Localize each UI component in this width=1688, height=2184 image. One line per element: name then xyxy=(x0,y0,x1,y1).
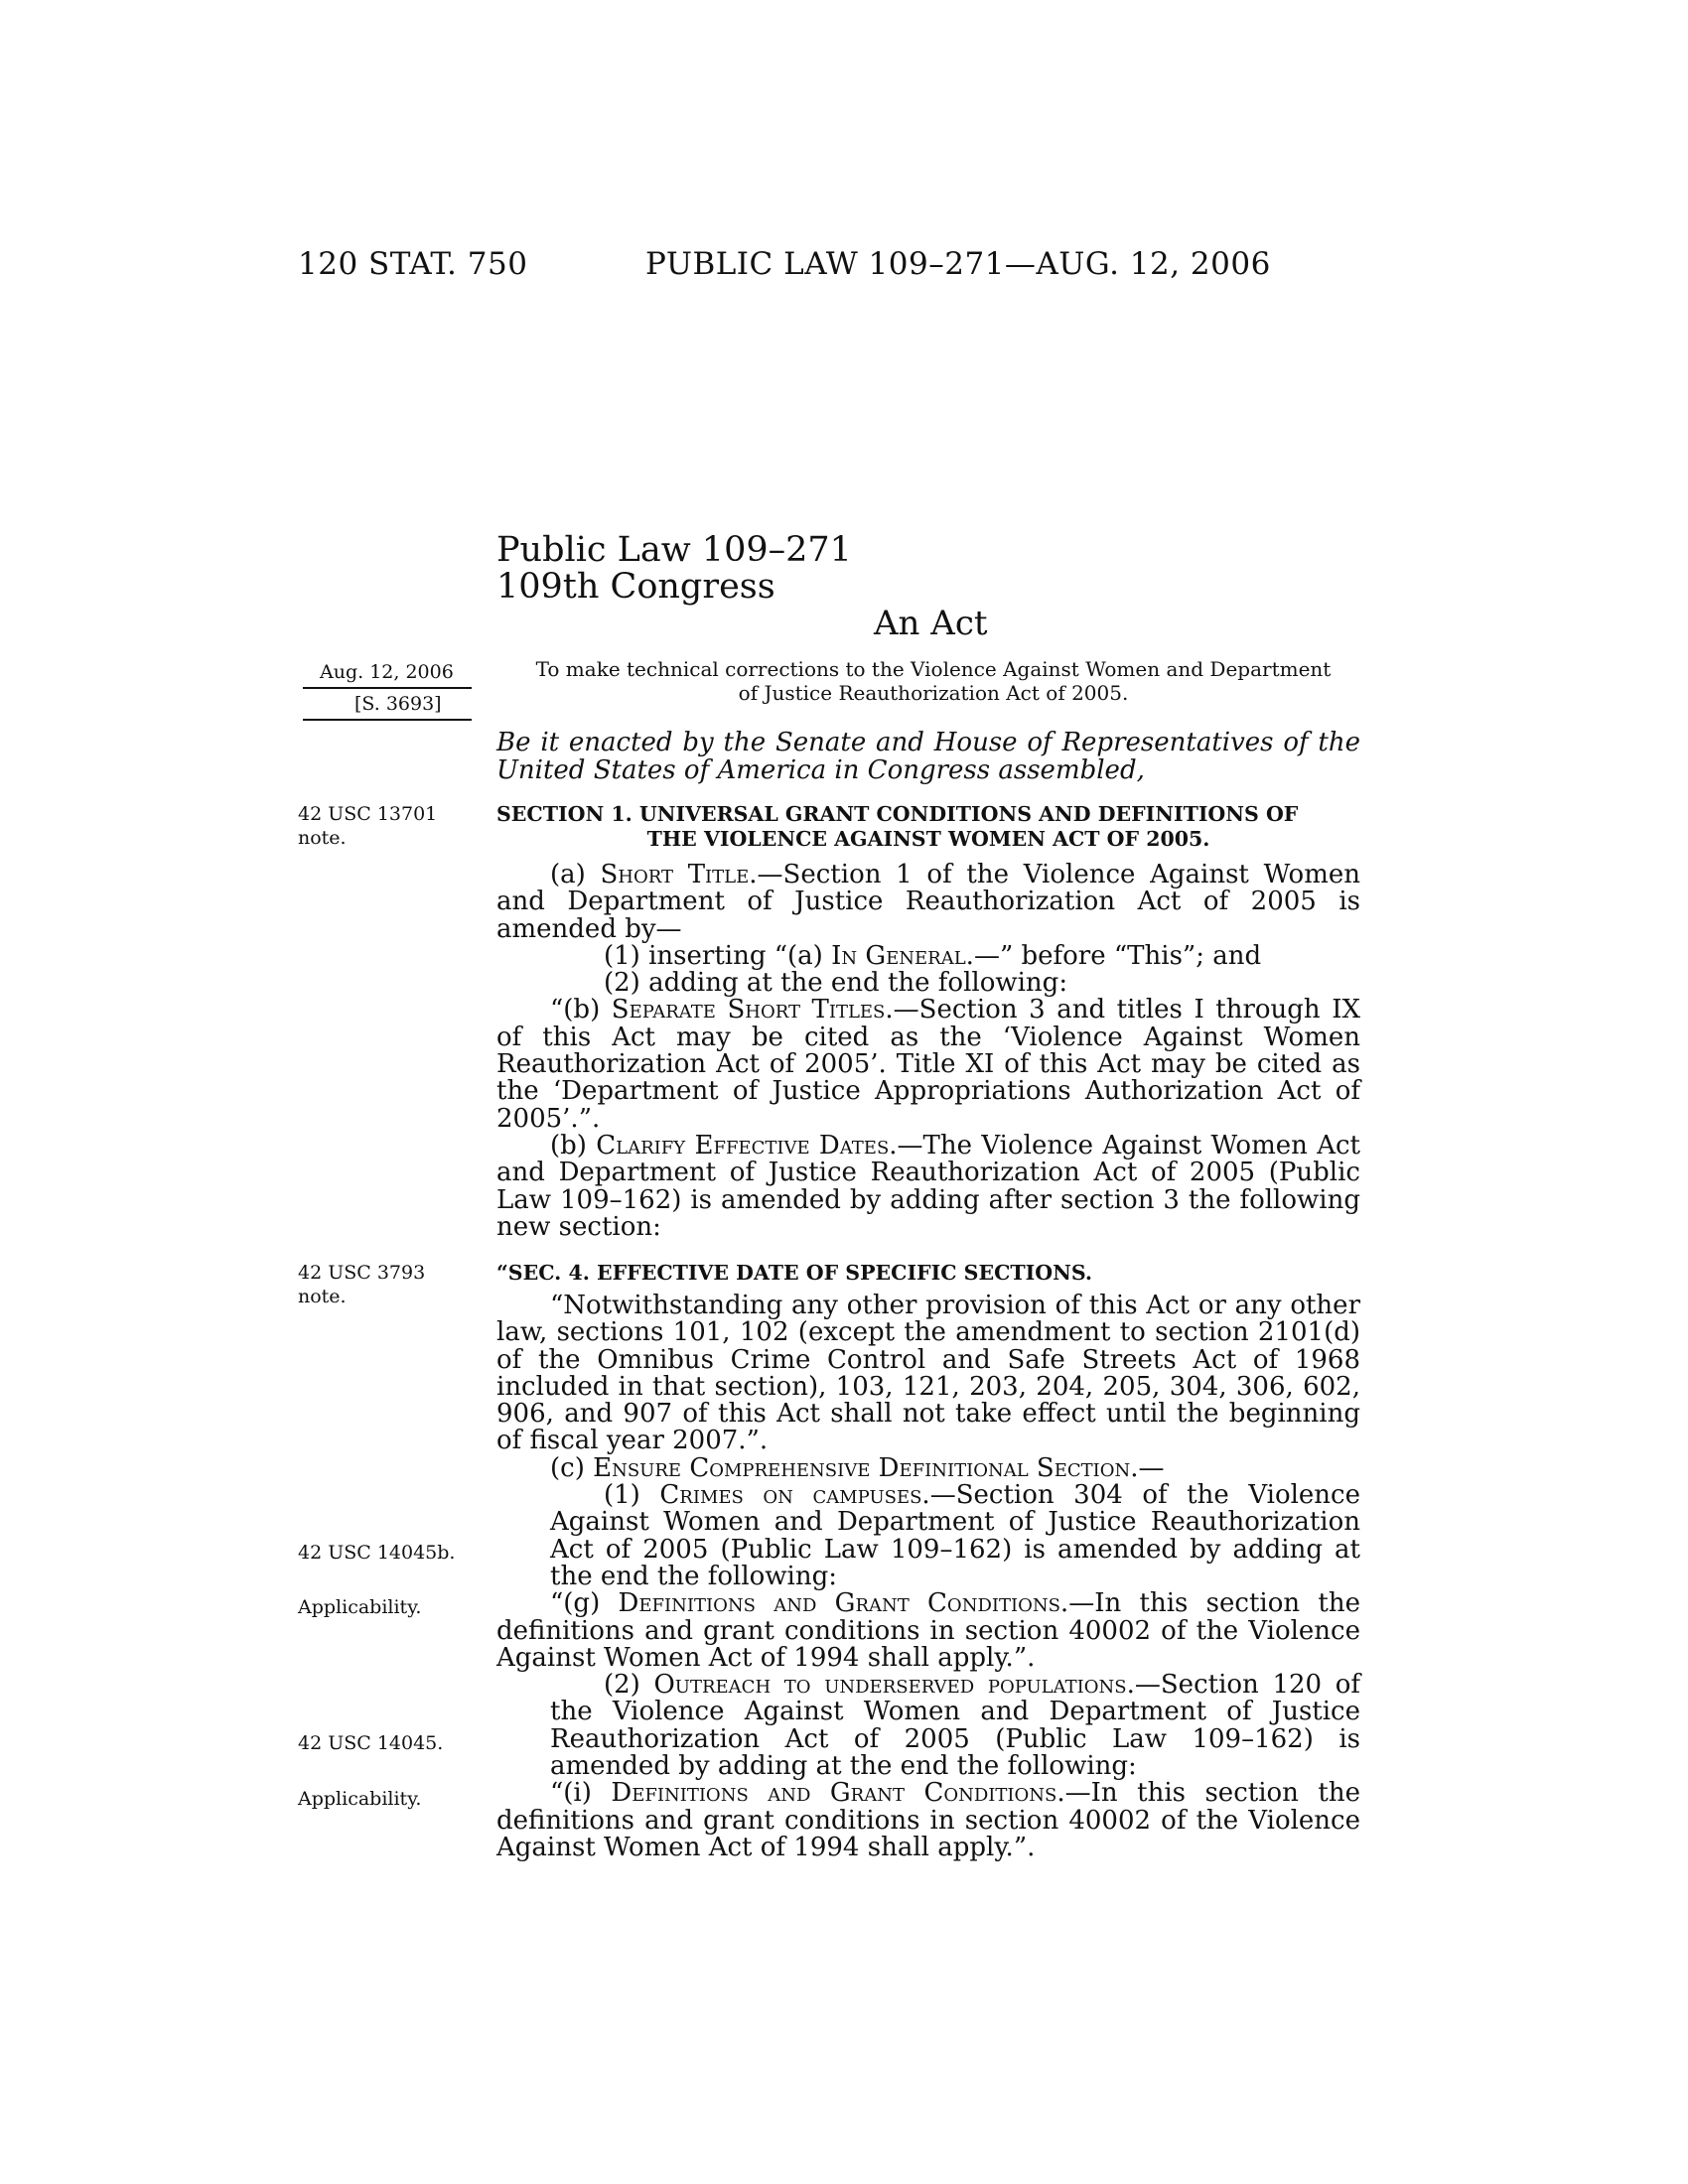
margin-bill-number: [S. 3693] xyxy=(354,693,442,715)
section-4-text: “Notwithstanding any other provision of this Act or any other law, sections 101, 102 (except the amendment to section 2101(d) of the Omnibus Crime Control and Safe Streets Act of 1968 included in that section), 103, 121, 203, 204, 205, 304, 306, 602, 906, and 907 of this Act shall not take effect until the beginning of fiscal year 2007.”. xyxy=(496,1291,1360,1456)
congress-title: 109th Congress xyxy=(496,567,775,607)
enacting-clause: Be it enacted by the Senate and House of Representatives of the United States of America in Congress assembled, xyxy=(496,728,1360,785)
margin-divider xyxy=(303,687,472,689)
paragraph-a2: (2) adding at the end the following: xyxy=(604,968,1068,999)
paragraph-c2: (2) Outreach to underserved populations.—Section 120 of the Violence Against Women and Department of Justice Reauthorization Act of 2005 (Public Law 109–162) is amended by adding at the end the following: xyxy=(550,1670,1360,1782)
margin-date: Aug. 12, 2006 xyxy=(320,661,454,683)
paragraph-c1: (1) Crimes on campuses.—Section 304 of the Violence Against Women and Department of Justice Reauthorization Act of 2005 (Public Law 109–162) is amended by adding at the end the following: xyxy=(550,1480,1361,1591)
quoted-subsection-b: “(b) Separate Short Titles.—Section 3 and titles I through IX of this Act may be cited as the ‘Violence Against Women Reauthorization Act of 2005’. Title XI of this Act may be cited as the ‘Department of Justice Appropriations Authorization Act of 2005’.”. xyxy=(496,995,1360,1134)
paragraph-c2-block xyxy=(496,1672,1360,1780)
margin-divider-bottom xyxy=(303,719,472,721)
margin-note-usc-3793: 42 USC 3793 note. xyxy=(298,1262,426,1307)
margin-note-applicability-2: Applicability. xyxy=(298,1788,422,1810)
section-4-body xyxy=(496,1293,1360,1861)
act-purpose: To make technical corrections to the Violence Against Women and Department of Justice Reauthorization Act of 2005. xyxy=(535,657,1332,705)
subsection-b: (b) Clarify Effective Dates.—The Violence Against Women Act and Department of Justice Reauthorization Act of 2005 (Public Law 109–162) is amended by adding after section 3 the following new section: xyxy=(496,1130,1360,1242)
margin-note-applicability: Applicability. xyxy=(298,1596,422,1618)
subsection-c: (c) Ensure Comprehensive Definitional Section.— xyxy=(550,1452,1165,1483)
margin-note-usc-14045: 42 USC 14045. xyxy=(298,1732,444,1754)
margin-note-usc-13701: 42 USC 13701 note. xyxy=(298,803,438,849)
act-label: An Act xyxy=(874,604,988,643)
section-1-body xyxy=(496,862,1360,1241)
subsection-a: (a) Short Title.—Section 1 of the Violence Against Women and Department of Justice Reauthorization Act of 2005 is amended by— xyxy=(496,860,1360,944)
running-title: PUBLIC LAW 109–271—AUG. 12, 2006 xyxy=(645,246,1271,282)
margin-note-usc-14045b: 42 USC 14045b. xyxy=(298,1542,456,1564)
section-4-heading: “SEC. 4. EFFECTIVE DATE OF SPECIFIC SECTIONS. xyxy=(496,1261,1093,1285)
paragraph-a1: (1) inserting “(a) In General.—” before “This”; and xyxy=(604,940,1262,971)
stat-page-number: 120 STAT. 750 xyxy=(298,246,528,282)
law-title: Public Law 109–271 xyxy=(496,530,852,570)
section-1-heading: SECTION 1. UNIVERSAL GRANT CONDITIONS AND DEFINITIONS OF THE VIOLENCE AGAINST WOMEN ACT OF 2005. xyxy=(496,802,1299,851)
paragraph-c1-block xyxy=(496,1482,1360,1590)
quoted-subsection-g: “(g) Definitions and Grant Conditions.—In this section the definitions and grant conditions in section 40002 of the Violence Against Women Act of 1994 shall apply.”. xyxy=(496,1588,1360,1673)
quoted-subsection-i: “(i) Definitions and Grant Conditions.—In this section the definitions and grant conditions in section 40002 of the Violence Against Women Act of 1994 shall apply.”. xyxy=(496,1778,1360,1862)
